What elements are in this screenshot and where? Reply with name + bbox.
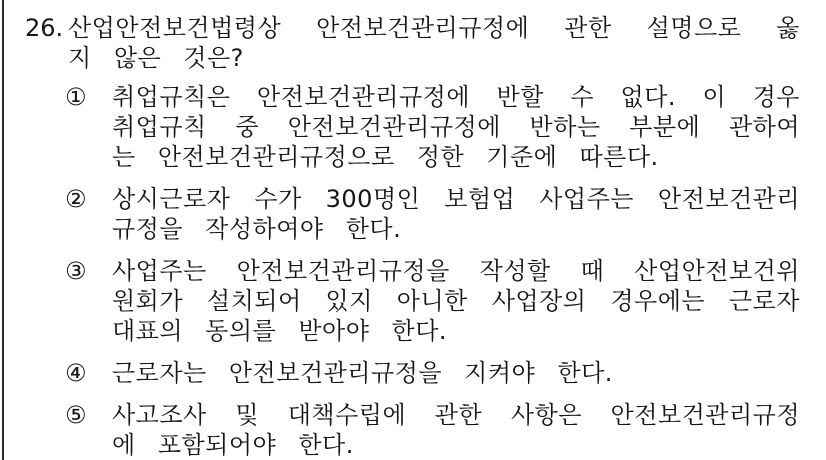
text-line: 사고조사 및 대책수립에 관한 사항은 안전보건관리규정 [112, 401, 800, 429]
text-line: 원회가 설치되어 있지 아니한 사업장의 경우에는 근로자 [112, 287, 800, 315]
text-line: 사업주는 안전보건관리규정을 작성할 때 산업안전보건위 [112, 257, 800, 285]
text-line: 근로자는 안전보건관리규정을 지켜야 한다. [112, 359, 613, 387]
question-block [0, 13, 826, 460]
option-4-text [112, 358, 800, 388]
text-line: 에 포함되어야 한다. [112, 431, 354, 459]
text-line: 취업규칙은 안전보건관리규정에 반할 수 없다. 이 경우 [112, 83, 800, 111]
option-1-text [112, 82, 800, 172]
text-line: 지 않은 것은? [68, 44, 244, 72]
option-2 [65, 184, 800, 244]
options-list [25, 82, 800, 460]
option-3-text [112, 256, 800, 346]
question-text [68, 13, 800, 73]
option-2-marker: ② [65, 185, 87, 213]
option-5-marker: ⑤ [65, 401, 87, 429]
option-1 [65, 82, 800, 172]
question-number: 26. [25, 14, 64, 42]
text-line: 는 안전보건관리규정으로 정한 기준에 따른다. [112, 143, 659, 171]
option-2-text [112, 184, 800, 244]
option-5-text [112, 400, 800, 460]
text-line: 산업안전보건법령상 안전보건관리규정에 관한 설명으로 옳 [68, 14, 800, 42]
option-4-marker: ④ [65, 359, 87, 387]
text-line: 상시근로자 수가 300명인 보험업 사업주는 안전보건관리 [112, 185, 800, 213]
text-line: 대표의 동의를 받아야 한다. [112, 317, 448, 345]
text-line: 취업규칙 중 안전보건관리규정에 반하는 부분에 관하여 [112, 113, 800, 141]
option-5 [65, 400, 800, 460]
option-1-marker: ① [65, 83, 87, 111]
option-3 [65, 256, 800, 346]
question-26 [25, 13, 800, 73]
text-line: 규정을 작성하여야 한다. [112, 215, 402, 243]
option-3-marker: ③ [65, 257, 87, 285]
option-4 [65, 358, 800, 388]
